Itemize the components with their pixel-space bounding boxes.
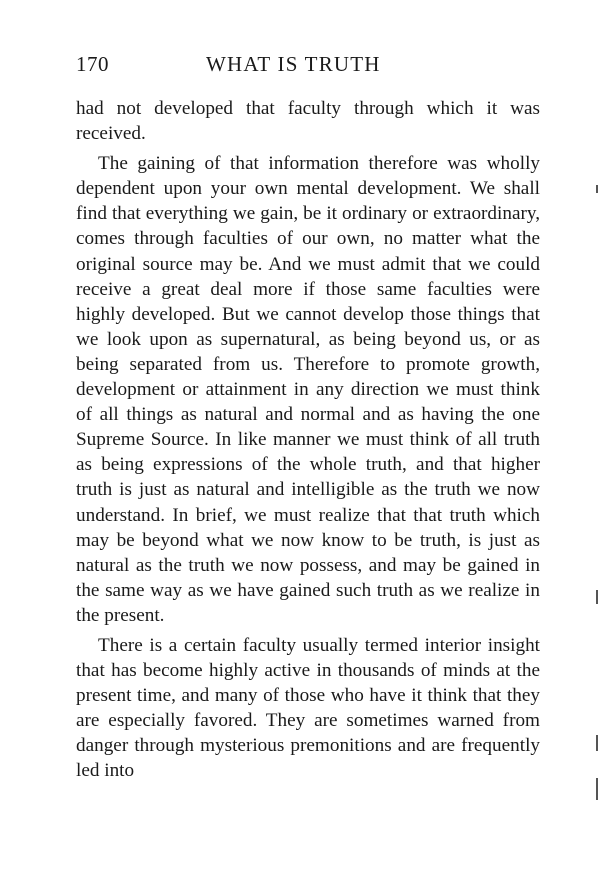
scan-edge-mark (596, 185, 598, 193)
body-text (76, 96, 540, 784)
book-page (76, 48, 540, 789)
paragraph-continued: had not developed that faculty through which it was received. (76, 98, 540, 145)
page-number: 170 (76, 52, 109, 76)
scan-edge-mark (596, 735, 598, 751)
paragraph: The gaining of that information therefore was wholly dependent upon your own mental development. We shall find that everything we gain, be it ordinary or extraordinary, comes through faculties of our own, no matter what the original source may be. And we must admit that we could receive a great deal more if those same faculties were highly developed. But we cannot develop those things that we look upon as supernatural, as being beyond us, or as being separated from us. Therefore to promote growth, development or attainment in any direction we must think of all things as natural and normal and as having the one Supreme Source. In like manner we must think of all truth as being expressions of the whole truth, and that higher truth is just as natural and intelligible as the truth we now understand. In brief, we must realize that that truth which may be beyond what we now know to be truth, is just as natural as the truth we now possess, and may be gained in the same way as we have gained such truth as we realize in the present. (76, 153, 540, 626)
paragraph: There is a certain faculty usually termed interior insight that has become highly active in thousands of minds at the present time, and many of those who have it think that they are especially favored. They are sometimes warned from danger through mysterious premonitions and are frequently led into (76, 634, 540, 782)
scan-edge-mark (596, 778, 598, 800)
running-head (76, 48, 540, 88)
scan-edge-mark (596, 590, 598, 604)
book-title: WHAT IS TRUTH (206, 52, 381, 76)
